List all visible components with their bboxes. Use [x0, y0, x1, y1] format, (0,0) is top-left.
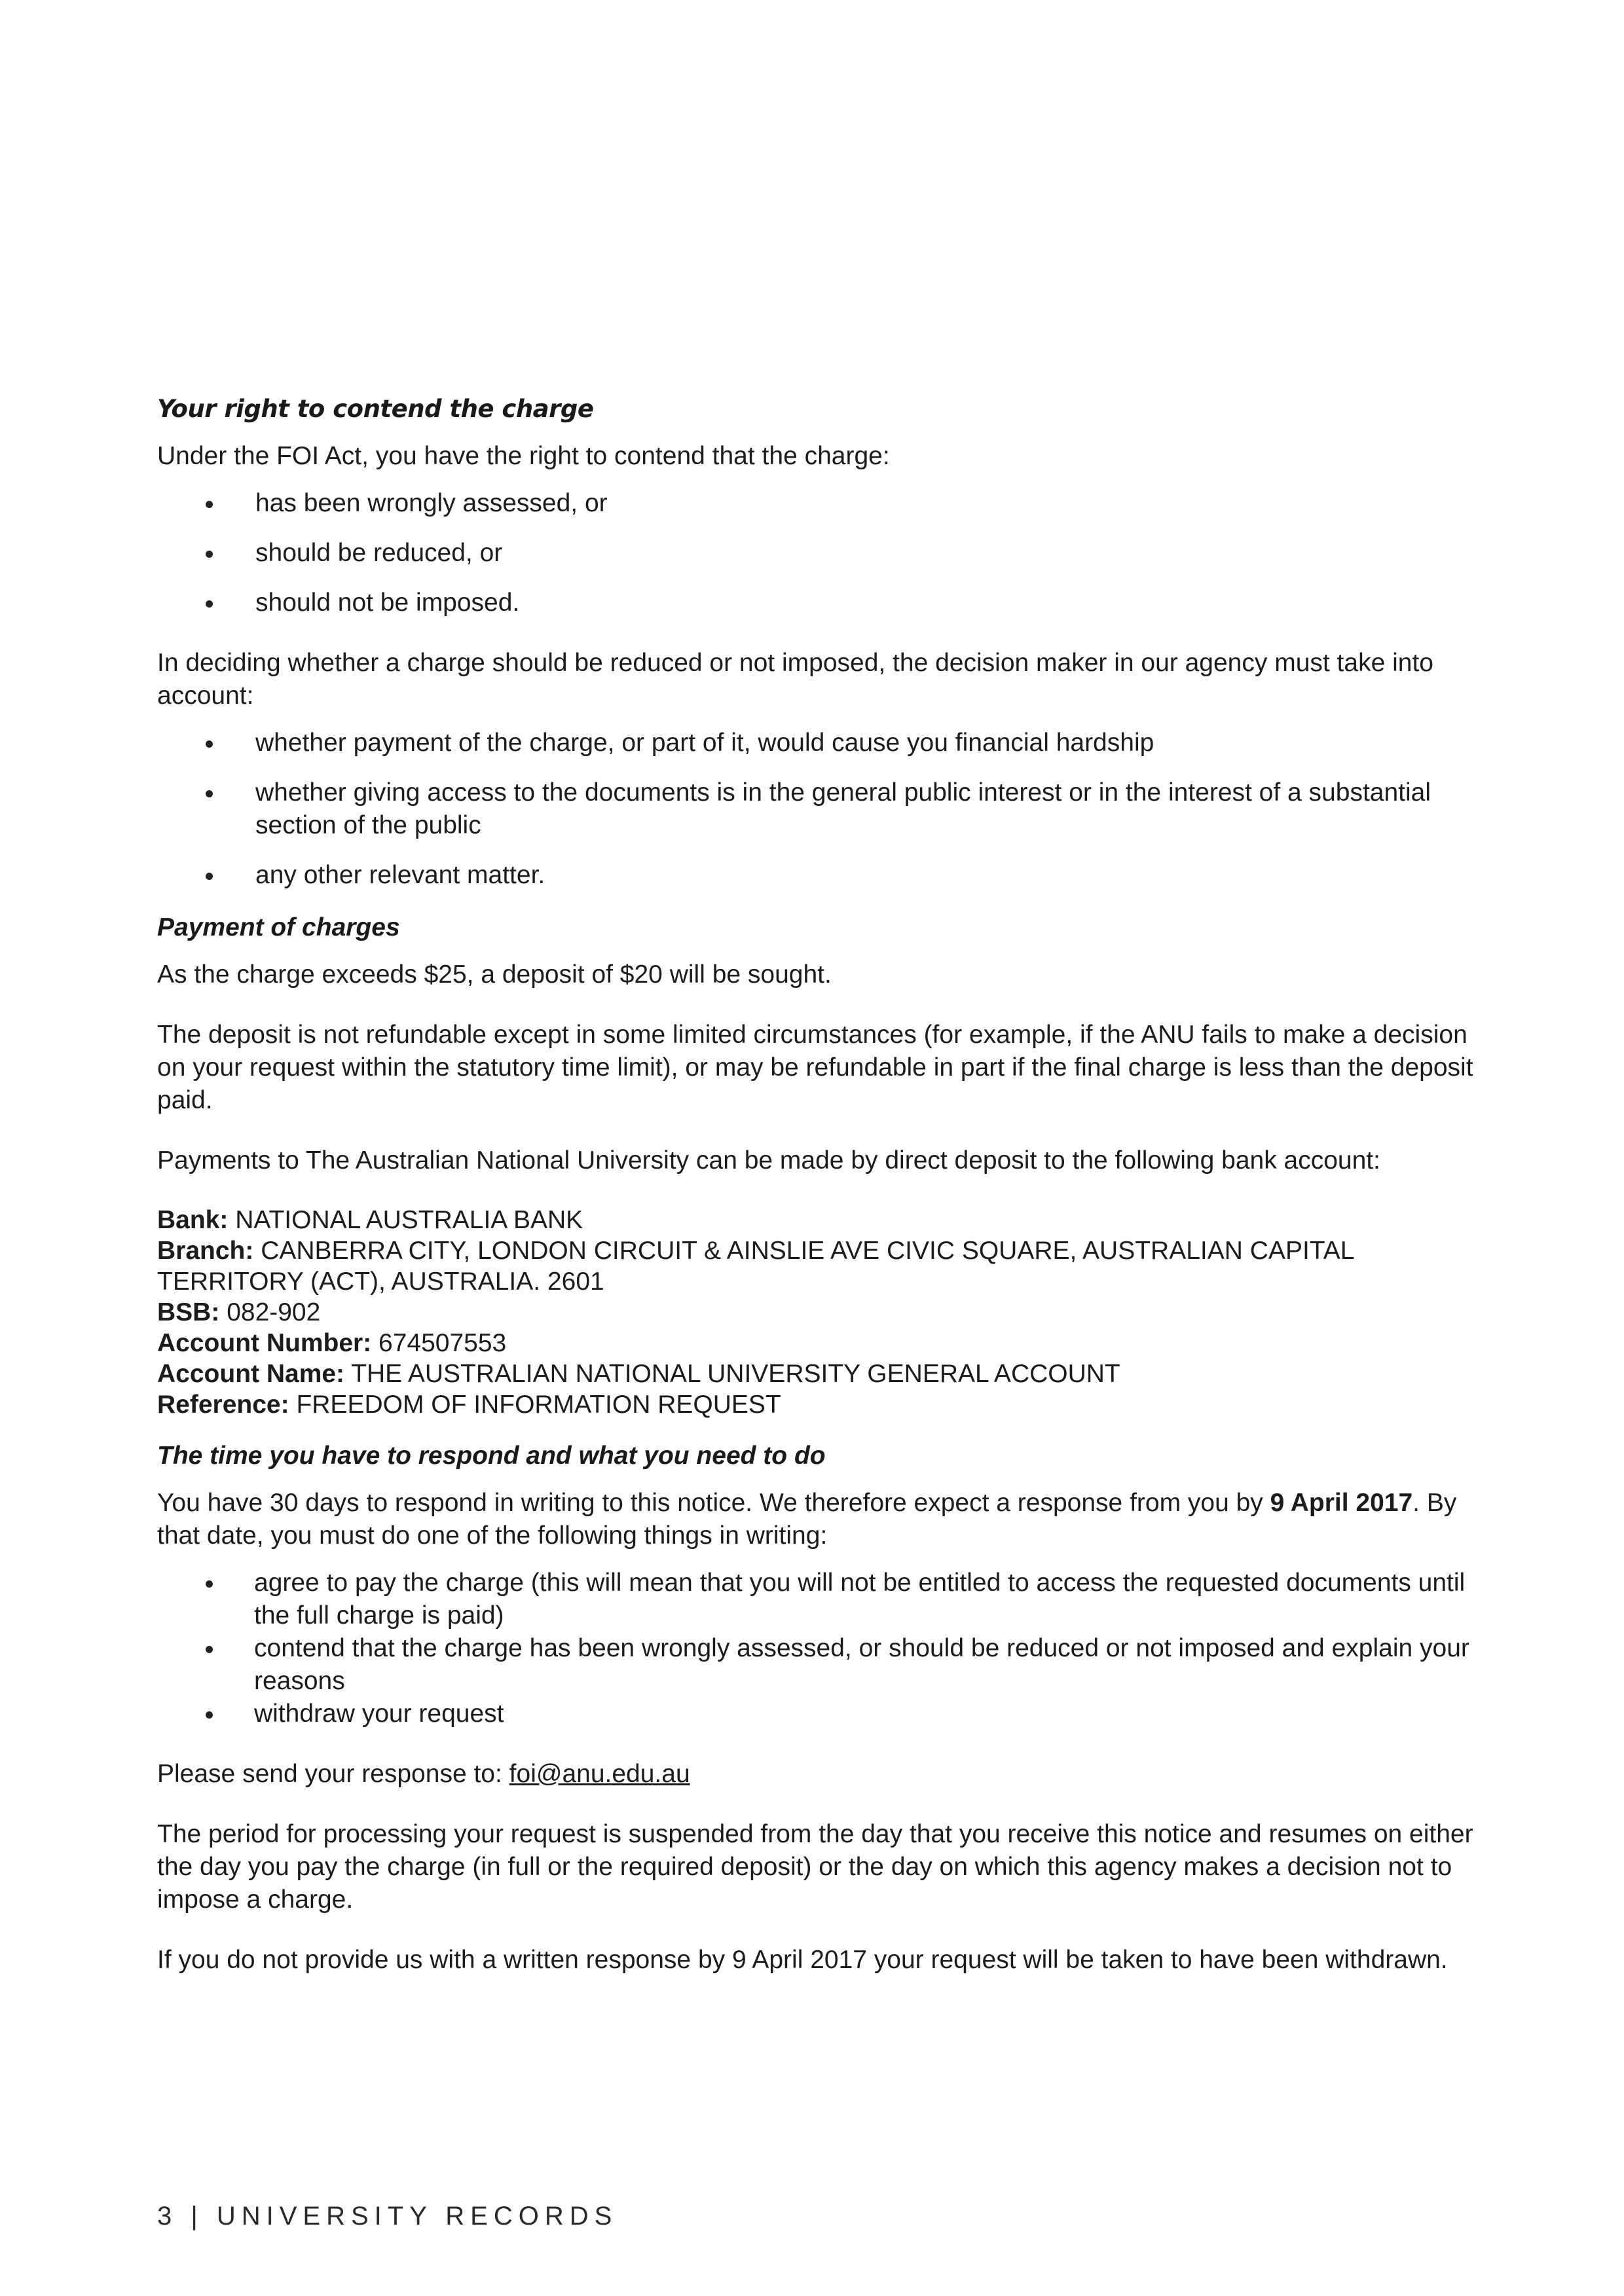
processing-period-paragraph: The period for processing your request is suspended from the day that you receive this notice and resumes on either the day you pay the charge (in full or the required deposit) or the day on which this agency makes a decision not to impose a charge. [157, 1820, 1473, 1914]
list-item: whether payment of the charge, or part of it, would cause you financial hardship [157, 727, 1473, 759]
email-link[interactable]: foi@anu.edu.au [509, 1760, 690, 1788]
account-name-line: Account Name: THE AUSTRALIAN NATIONAL UNIVERSITY GENERAL ACCOUNT [157, 1360, 1120, 1388]
bullet-icon [206, 740, 213, 748]
right-to-contend-intro: Under the FOI Act, you have the right to contend that the charge: [157, 442, 890, 470]
bullet-icon [206, 600, 213, 608]
list-item: whether giving access to the documents is in the general public interest or in the interest of a substantial section of the public [157, 776, 1473, 842]
bullet-icon [206, 501, 213, 508]
section-heading-respond: The time you have to respond and what you need to do [157, 1442, 826, 1470]
bullet-icon [206, 1580, 213, 1588]
list-item: agree to pay the charge (this will mean that you will not be entitled to access the requested documents until the full charge is paid) [157, 1567, 1473, 1632]
deciding-paragraph: In deciding whether a charge should be reduced or not imposed, the decision maker in our agency must take into account: [157, 649, 1433, 710]
bullet-icon [206, 1711, 213, 1719]
bank-line: Bank: NATIONAL AUSTRALIA BANK [157, 1206, 583, 1234]
bullet-icon [206, 873, 213, 880]
document-body [157, 393, 1473, 1977]
bullet-icon [206, 1646, 213, 1653]
section-heading-right-to-contend: Your right to contend the charge [157, 395, 594, 423]
deciding-bullet-list [157, 727, 1473, 892]
response-deadline: 9 April 2017 [1270, 1489, 1413, 1517]
withdrawn-paragraph: If you do not provide us with a written response by 9 April 2017 your request will be taken to have been withdrawn. [157, 1946, 1448, 1974]
list-item: any other relevant matter. [157, 859, 1473, 892]
branch-line: Branch: CANBERRA CITY, LONDON CIRCUIT & AINSLIE AVE CIVIC SQUARE, AUSTRALIAN CAPITAL TERRITORY (ACT), AUSTRALIA. 2601 [157, 1237, 1354, 1296]
list-item: contend that the charge has been wrongly assessed, or should be reduced or not imposed and explain your reasons [157, 1632, 1473, 1698]
respond-bullet-list [157, 1567, 1473, 1730]
list-item: has been wrongly assessed, or [157, 487, 1473, 520]
page-footer: 3 | UNIVERSITY RECORDS [157, 2202, 618, 2231]
respond-paragraph: You have 30 days to respond in writing to this notice. We therefore expect a response from you by 9 April 2017. By that date, you must do one of the following things in writing: [157, 1489, 1457, 1550]
payment-paragraph-bank-intro: Payments to The Australian National University can be made by direct deposit to the following bank account: [157, 1146, 1380, 1175]
list-item: should not be imposed. [157, 587, 1473, 619]
send-response-line: Please send your response to: foi@anu.edu.au [157, 1760, 690, 1788]
bullet-icon [206, 551, 213, 558]
list-item: should be reduced, or [157, 537, 1473, 570]
payment-paragraph-refund: The deposit is not refundable except in some limited circumstances (for example, if the ANU fails to make a decision on your request within the statutory time limit), or may be refundable in part if the final charge is less than the deposit paid. [157, 1021, 1473, 1114]
reference-line: Reference: FREEDOM OF INFORMATION REQUEST [157, 1391, 781, 1419]
account-number-line: Account Number: 674507553 [157, 1329, 507, 1357]
bank-details [157, 1205, 1473, 1420]
contend-bullet-list [157, 487, 1473, 619]
bsb-line: BSB: 082-902 [157, 1298, 321, 1326]
bullet-icon [206, 790, 213, 797]
payment-paragraph-deposit: As the charge exceeds $25, a deposit of $20 will be sought. [157, 960, 832, 989]
section-heading-payment: Payment of charges [157, 913, 400, 941]
list-item: withdraw your request [157, 1698, 1473, 1730]
